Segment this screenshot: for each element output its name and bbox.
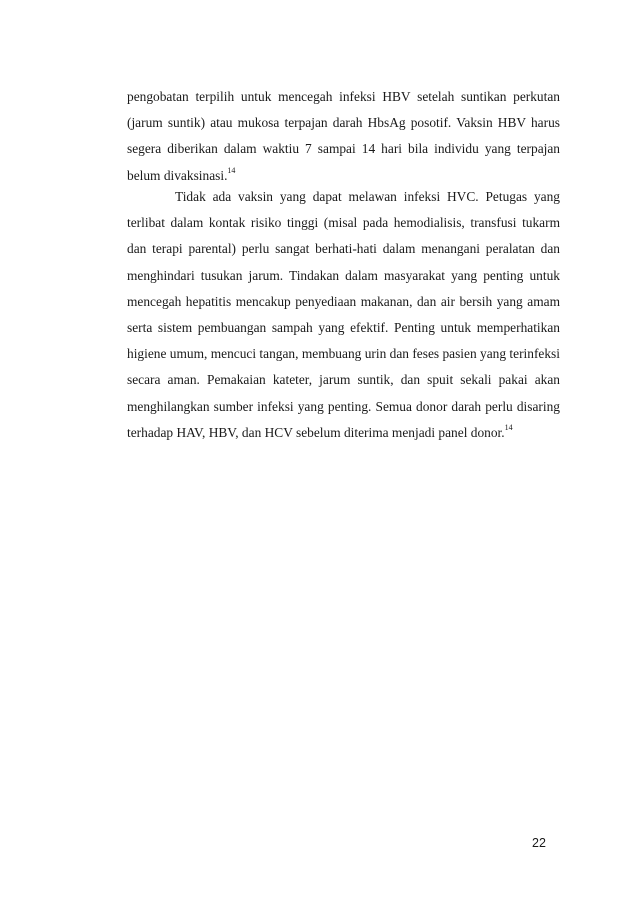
citation-superscript-2: 14	[504, 423, 513, 433]
paragraph-2	[127, 184, 560, 446]
paragraph-1	[127, 84, 560, 189]
paragraph-1-text: pengobatan terpilih untuk mencegah infeksi HBV setelah suntikan perkutan (jarum suntik) atau mukosa terpajan darah HbsAg posotif. Vaksin HBV harus segera diberikan dalam waktiu 7 sampai 14 hari bila individu yang terpajan belum divaksinasi.	[127, 89, 560, 183]
citation-superscript-1: 14	[227, 166, 236, 176]
page-number: 22	[532, 836, 546, 850]
paragraph-2-text: Tidak ada vaksin yang dapat melawan infeksi HVC. Petugas yang terlibat dalam kontak risiko tinggi (misal pada hemodialisis, transfusi tukarm dan terapi parental) perlu sangat berhati-hati dalam menangani peralatan dan menghindari tusukan jarum. Tindakan dalam masyarakat yang penting untuk mencegah hepatitis mencakup penyediaan makanan, dan air bersih yang amam serta sistem pembuangan sampah yang efektif. Penting untuk memperhatikan higiene umum, mencuci tangan, membuang urin dan feses pasien yang terinfeksi secara aman. Pemakaian kateter, jarum suntik, dan spuit sekali pakai akan menghilangkan sumber infeksi yang penting. Semua donor darah perlu disaring terhadap HAV, HBV, dan HCV sebelum diterima menjadi panel donor.	[127, 189, 560, 440]
